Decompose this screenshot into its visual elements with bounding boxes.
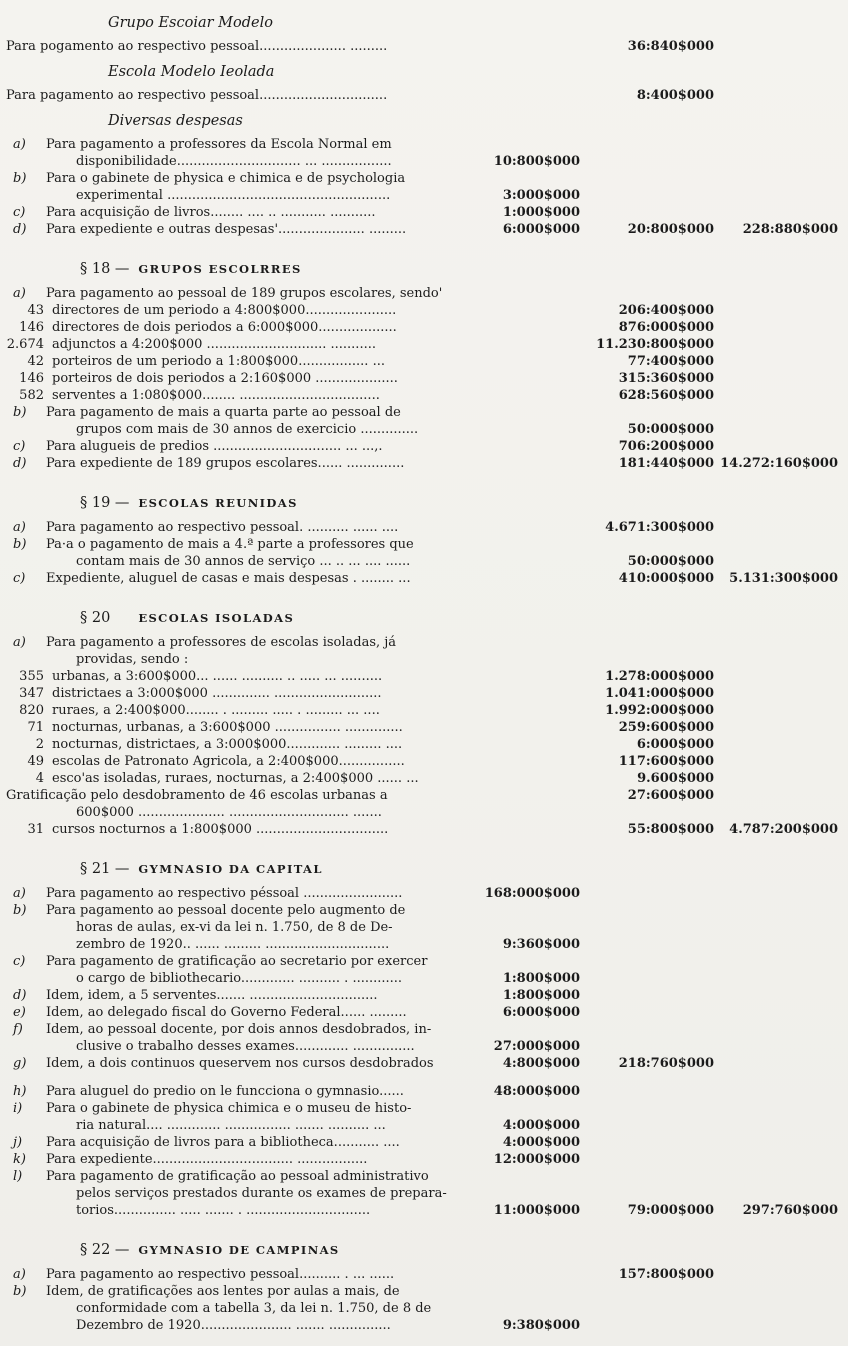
ledger-line	[6, 387, 838, 404]
ledger-line	[6, 421, 838, 438]
item-count: 4	[35, 771, 44, 786]
item-text: directores de um periodo a 4:800$000......................	[52, 303, 397, 318]
ledger-line	[6, 902, 838, 919]
item-text: ruraes, a 2:400$000........ . ......... ..... . ......... ... ....	[52, 703, 380, 718]
item-text: Para pagamento ao respectivo pessoal.......... . ... ......	[46, 1267, 395, 1282]
amount-col2: 315:360$000	[618, 371, 714, 386]
section-number: § 19 —	[80, 495, 130, 511]
item-text: Para pogamento ao respectivo pessoal..................... .........	[6, 39, 388, 54]
amount-col2: 181:440$000	[618, 456, 714, 471]
amount-col2: 11.230:800$000	[596, 337, 714, 352]
item-letter: d)	[13, 988, 27, 1003]
ledger-line	[6, 536, 838, 553]
item-letter: a)	[13, 1267, 26, 1282]
item-text: disponibilidade.............................. ... .................	[76, 154, 392, 169]
amount-col2: 6:000$000	[636, 737, 714, 752]
item-count: 43	[27, 303, 44, 318]
item-text: esco'as isoladas, ruraes, nocturnas, a 2:400$000 ...... ...	[52, 771, 419, 786]
amount-col2: 4.671:300$000	[605, 520, 714, 535]
ledger-line	[6, 455, 838, 472]
ledger-line	[6, 302, 838, 319]
ledger-line	[6, 1185, 838, 1202]
item-text: Idem, de gratificações aos lentes por aulas a mais, de	[46, 1284, 400, 1299]
item-count: 146	[19, 320, 44, 335]
ledger-line	[6, 1117, 838, 1134]
item-letter: b)	[13, 903, 27, 918]
item-text: adjunctos a 4:200$000 ............................. ...........	[52, 337, 376, 352]
section-heading	[6, 493, 838, 512]
item-text: Idem, ao pessoal docente, por dois annos desdobrados, in-	[46, 1022, 432, 1037]
ledger-line	[6, 970, 838, 987]
item-text: Para pagamento ao respectivo pessoal...............................	[6, 88, 388, 103]
item-text: Gratificação pelo desdobramento de 46 escolas urbanas a	[6, 788, 388, 803]
item-count: 347	[19, 686, 44, 701]
item-count: 2.674	[6, 337, 44, 352]
item-letter: c)	[13, 954, 26, 969]
amount-col2: 410:000$000	[618, 571, 714, 586]
amount-col1: 168:000$000	[484, 886, 580, 901]
item-letter: c)	[13, 571, 26, 586]
sum-rule-row	[6, 838, 838, 849]
item-letter: b)	[13, 1284, 27, 1299]
section-number: § 21 —	[80, 861, 130, 877]
ledger-line	[6, 1300, 838, 1317]
amount-col2: 36:840$000	[627, 39, 714, 54]
amount-col3: 14.272:160$000	[720, 456, 838, 471]
item-text: Para pagamento a professores da Escola Normal em	[46, 137, 392, 152]
amount-col2: 20:800$000	[627, 222, 714, 237]
sum-rule-row	[6, 1219, 838, 1230]
item-text: pelos serviços prestados durante os exames de prepara-	[76, 1186, 447, 1201]
ledger-line	[6, 1100, 838, 1117]
ledger-line	[6, 936, 838, 953]
amount-col2: 876:000$000	[618, 320, 714, 335]
amount-col2: 77:400$000	[627, 354, 714, 369]
item-letter: a)	[13, 286, 26, 301]
ledger-line	[6, 1266, 838, 1283]
amount-col1: 27:000$000	[493, 1039, 580, 1054]
item-text: nocturnas, districtaes, a 3:000$000............. ......... ....	[52, 737, 403, 752]
item-text: Para pagamento de gratificação ao pessoal administrativo	[46, 1169, 429, 1184]
sum-rule-row	[6, 472, 838, 483]
item-text: Para o gabinete de physica e chimica e de psychologia	[46, 171, 406, 186]
section-heading	[6, 259, 838, 278]
item-letter: c)	[13, 439, 26, 454]
item-text: Para expediente de 189 grupos escolares...... ..............	[46, 456, 405, 471]
ledger-line	[6, 438, 838, 455]
item-text: Para acquisição de livros para a bibliotheca........... ....	[46, 1135, 400, 1150]
ledger-line	[6, 153, 838, 170]
amount-col2: 8:400$000	[636, 88, 714, 103]
item-text: zembro de 1920.. ...... ......... ..............................	[76, 937, 390, 952]
item-count: 2	[35, 737, 44, 752]
item-text: grupos com mais de 30 annos de exercicio ..............	[76, 422, 419, 437]
section-title: ESCOLAS REUNIDAS	[138, 496, 298, 510]
ledger-line	[6, 170, 838, 187]
item-text: Para pagamento a professores de escolas isoladas, já	[46, 635, 397, 650]
item-text: Expediente, aluguel de casas e mais despesas . ........ ...	[46, 571, 411, 586]
item-text: escolas de Patronato Agricola, a 2:400$000................	[52, 754, 405, 769]
item-text: Para o gabinete de physica chimica e o museu de histo-	[46, 1101, 412, 1116]
item-letter: e)	[13, 1005, 26, 1020]
item-letter: i)	[13, 1101, 23, 1116]
item-text: Para pagamento ao respectivo péssoal ........................	[46, 886, 403, 901]
item-letter: b)	[13, 171, 27, 186]
item-text: torios............... ..... ....... . ..............................	[76, 1203, 371, 1218]
item-count: 820	[19, 703, 44, 718]
ledger-line	[6, 319, 838, 336]
amount-col1: 1:000$000	[502, 205, 580, 220]
section-number: § 20	[80, 610, 111, 626]
amount-col2: 55:800$000	[627, 822, 714, 837]
item-text: Para alugueis de predios ............................... ... ...,.	[46, 439, 383, 454]
amount-col2: 1.992:000$000	[605, 703, 714, 718]
amount-col1: 1:800$000	[502, 971, 580, 986]
ledger-line	[6, 685, 838, 702]
amount-col1: 6:000$000	[502, 222, 580, 237]
section-title: GRUPOS ESCOLRRES	[138, 262, 302, 276]
ledger-line	[6, 770, 838, 787]
item-text: Para pagamento de mais a quarta parte ao pessoal de	[46, 405, 401, 420]
item-text: Para pagamento ao respectivo pessoal. .......... ...... ....	[46, 520, 399, 535]
item-text: Para aluguel do predio on le funcciona o gymnasio......	[46, 1084, 404, 1099]
item-letter: a)	[13, 520, 26, 535]
item-letter: k)	[13, 1152, 26, 1167]
ledger-line	[6, 1134, 838, 1151]
amount-col2: 27:600$000	[627, 788, 714, 803]
ledger-line	[6, 353, 838, 370]
item-text: Para pagamento ao pessoal de 189 grupos escolares, sendo'	[46, 286, 443, 301]
section-number: § 18 —	[80, 261, 130, 277]
item-text: Para expediente.................................. .................	[46, 1152, 368, 1167]
amount-col2: 706:200$000	[618, 439, 714, 454]
ledger-line	[6, 919, 838, 936]
item-letter: c)	[13, 205, 26, 220]
item-text: Idem, ao delegado fiscal do Governo Federal...... .........	[46, 1005, 407, 1020]
item-letter: a)	[13, 886, 26, 901]
amount-col3: 228:880$000	[742, 222, 838, 237]
section-heading	[6, 1240, 838, 1259]
amount-col1: 11:000$000	[493, 1203, 580, 1218]
amount-col2: 50:000$000	[627, 554, 714, 569]
ledger-line	[6, 570, 838, 587]
ledger-line	[6, 987, 838, 1004]
ledger-line	[6, 719, 838, 736]
item-count: 355	[19, 669, 44, 684]
amount-col2: 1.041:000$000	[605, 686, 714, 701]
item-text: districtaes a 3:000$000 .............. ..........................	[52, 686, 382, 701]
amount-col2: 50:000$000	[627, 422, 714, 437]
ledger-line	[6, 668, 838, 685]
ledger-line	[6, 1004, 838, 1021]
item-text: Idem, idem, a 5 serventes....... ...............................	[46, 988, 378, 1003]
amount-col2: 9.600$000	[637, 771, 714, 786]
amount-col2: 218:760$000	[618, 1056, 714, 1071]
item-letter: l)	[13, 1169, 23, 1184]
amount-col1: 4:800$000	[502, 1056, 580, 1071]
ledger-line	[6, 519, 838, 536]
amount-col1: 9:360$000	[502, 937, 580, 952]
item-letter: a)	[13, 137, 26, 152]
sum-rule-row	[6, 1072, 838, 1083]
item-text: Para pagamento ao pessoal docente pelo augmento de	[46, 903, 406, 918]
item-text: porteiros de um periodo a 1:800$000................. ...	[52, 354, 385, 369]
section-heading	[6, 608, 838, 627]
item-text: serventes a 1:080$000........ ..................................	[52, 388, 380, 403]
amount-col1: 12:000$000	[493, 1152, 580, 1167]
item-letter: j)	[13, 1135, 23, 1150]
item-text: porteiros de dois periodos a 2:160$000 ....................	[52, 371, 398, 386]
ledger-line	[6, 370, 838, 387]
sum-rule-row	[6, 238, 838, 249]
ledger-line	[6, 1083, 838, 1100]
item-text: horas de aulas, ex-vi da lei n. 1.750, de 8 de De-	[76, 920, 393, 935]
ledger-line	[6, 804, 838, 821]
ledger-line	[6, 336, 838, 353]
ledger-line	[6, 553, 838, 570]
amount-col1: 1:800$000	[502, 988, 580, 1003]
amount-col1: 4:000$000	[502, 1118, 580, 1133]
ledger-line	[6, 651, 838, 668]
item-text: providas, sendo :	[76, 652, 189, 667]
item-text: nocturnas, urbanas, a 3:600$000 ................ ..............	[52, 720, 403, 735]
item-text: Pa·a o pagamento de mais a 4.ª parte a professores que	[46, 537, 414, 552]
amount-col1: 48:000$000	[493, 1084, 580, 1099]
ledger-line	[6, 87, 838, 104]
item-text: conformidade com a tabella 3, da lei n. 1.750, de 8 de	[76, 1301, 432, 1316]
section-title: GYMNASIO DE CAMPINAS	[138, 1243, 340, 1257]
amount-col2: 117:600$000	[618, 754, 714, 769]
section-number: § 22 —	[80, 1242, 130, 1258]
amount-col2: 206:400$000	[618, 303, 714, 318]
amount-col2: 628:560$000	[618, 388, 714, 403]
item-letter: g)	[13, 1056, 27, 1071]
ledger-line	[6, 634, 838, 651]
group-heading: Grupo Escoiar Modelo	[108, 15, 273, 31]
amount-col1: 3:000$000	[502, 188, 580, 203]
group-heading: Diversas despesas	[108, 113, 243, 129]
item-letter: b)	[13, 405, 27, 420]
item-letter: d)	[13, 222, 27, 237]
item-text: urbanas, a 3:600$000... ...... .......... .. ..... ... ..........	[52, 669, 383, 684]
ledger-line	[6, 187, 838, 204]
item-letter: f)	[13, 1022, 23, 1037]
group-heading: Escola Modelo Ieolada	[108, 64, 275, 80]
ledger-line	[6, 753, 838, 770]
amount-col3: 5.131:300$000	[729, 571, 838, 586]
amount-col2: 1.278:000$000	[605, 669, 714, 684]
item-letter: d)	[13, 456, 27, 471]
ledger-line	[6, 736, 838, 753]
item-text: cursos nocturnos a 1:800$000 ................................	[52, 822, 389, 837]
item-text: Para expediente e outras despesas'..................... .........	[46, 222, 407, 237]
ledger-line	[6, 404, 838, 421]
ledger-line	[6, 204, 838, 221]
item-letter: b)	[13, 537, 27, 552]
ledger-line	[6, 821, 838, 838]
item-count: 146	[19, 371, 44, 386]
section-title: GYMNASIO DA CAPITAL	[138, 862, 323, 876]
item-text: Idem, a dois continuos queservem nos cursos desdobrados	[46, 1056, 434, 1071]
section-heading	[6, 859, 838, 878]
item-letter: a)	[13, 635, 26, 650]
item-count: 71	[27, 720, 44, 735]
amount-col3: 4.787:200$000	[729, 822, 838, 837]
item-text: ria natural.... ............. ................ ....... .......... ...	[76, 1118, 386, 1133]
item-count: 42	[27, 354, 44, 369]
item-text: clusive o trabalho desses exames............. ...............	[76, 1039, 415, 1054]
amount-col2: 79:000$000	[627, 1203, 714, 1218]
item-text: Para acquisição de livros........ .... .. ........... ...........	[46, 205, 376, 220]
ledger-line	[6, 1317, 838, 1334]
amount-col2: 259:600$000	[618, 720, 714, 735]
ledger-line	[6, 1055, 838, 1072]
ledger-line	[6, 953, 838, 970]
item-text: Dezembro de 1920...................... ....... ...............	[76, 1318, 391, 1333]
ledger-line	[6, 1202, 838, 1219]
amount-col2: 157:800$000	[618, 1267, 714, 1282]
sum-rule-row	[6, 587, 838, 598]
ledger-line	[6, 1038, 838, 1055]
item-count: 582	[19, 388, 44, 403]
ledger-line	[6, 787, 838, 804]
item-text: experimental ......................................................	[76, 188, 391, 203]
item-text: Para pagamento de gratificação ao secretario por exercer	[46, 954, 428, 969]
ledger-line	[6, 1168, 838, 1185]
amount-col3: 297:760$000	[742, 1203, 838, 1218]
item-letter: h)	[13, 1084, 27, 1099]
item-count: 49	[27, 754, 44, 769]
item-text: contam mais de 30 annos de serviço ... .. ... .... ......	[76, 554, 411, 569]
ledger-line	[6, 1151, 838, 1168]
amount-col1: 6:000$000	[502, 1005, 580, 1020]
ledger-line	[6, 136, 838, 153]
ledger-line	[6, 38, 838, 55]
ledger-line	[6, 885, 838, 902]
item-text: directores de dois periodos a 6:000$000...................	[52, 320, 397, 335]
ledger-line	[6, 1021, 838, 1038]
ledger-line	[6, 285, 838, 302]
ledger-line	[6, 702, 838, 719]
item-text: 600$000 ..................... ............................. .......	[76, 805, 382, 820]
item-text: o cargo de bibliothecario............. .......... . ............	[76, 971, 403, 986]
section-title: ESCOLAS ISOLADAS	[138, 611, 295, 625]
ledger-line	[6, 221, 838, 238]
amount-col1: 10:800$000	[493, 154, 580, 169]
amount-col1: 4:000$000	[502, 1135, 580, 1150]
item-count: 31	[27, 822, 44, 837]
ledger-line	[6, 1283, 838, 1300]
amount-col1: 9:380$000	[502, 1318, 580, 1333]
